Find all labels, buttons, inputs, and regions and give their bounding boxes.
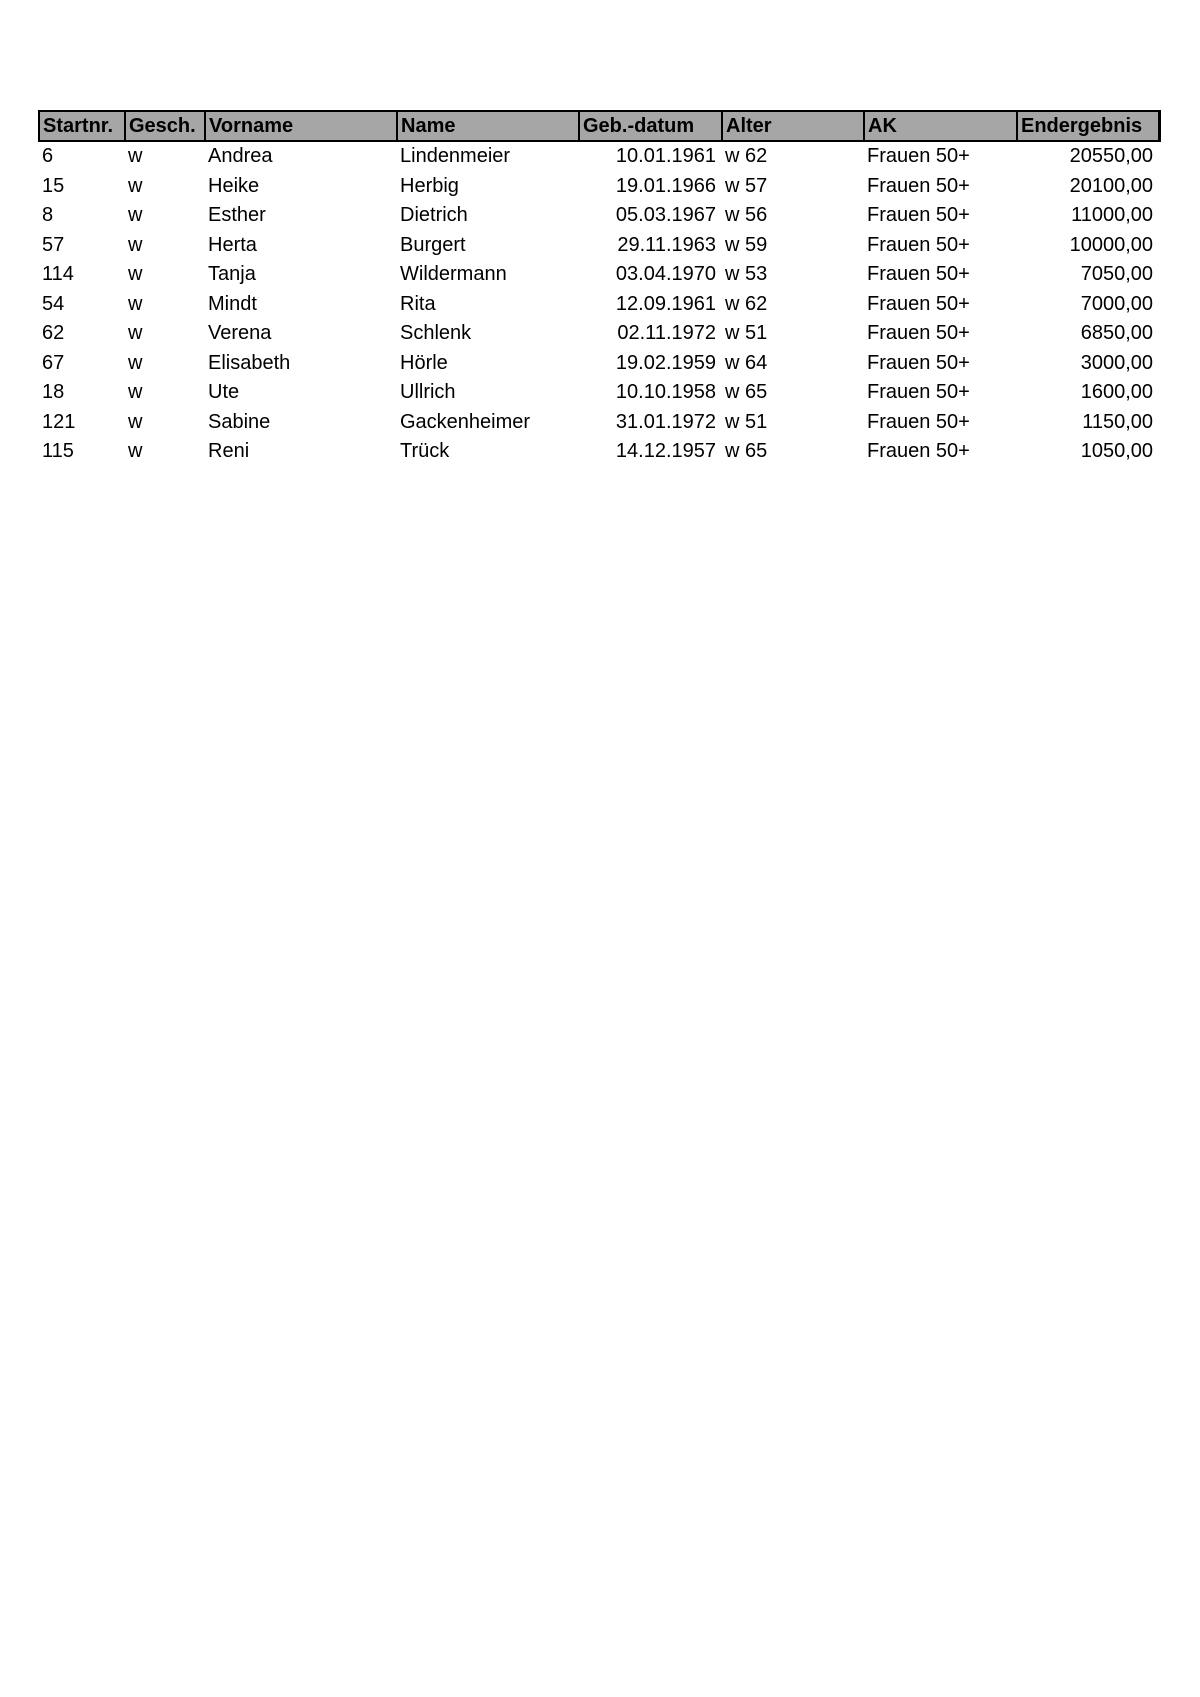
cell-gebdatum: 12.09.1961 — [615, 292, 716, 315]
results-table — [38, 110, 1161, 467]
cell-ak: Frauen 50+ — [867, 381, 970, 404]
cell-endergebnis: 3000,00 — [1080, 351, 1153, 374]
cell-alter: w 51 — [725, 410, 768, 433]
cell-startnr: 57 — [42, 233, 65, 256]
cell-gebdatum: 02.11.1972 — [617, 322, 716, 345]
cell-alter: w 59 — [725, 233, 768, 256]
cell-ak: Frauen 50+ — [867, 322, 970, 345]
table-row — [39, 141, 1159, 172]
cell-name: Dietrich — [400, 204, 468, 227]
cell-alter: w 62 — [725, 292, 768, 315]
cell-gesch: w — [128, 174, 143, 197]
cell-alter: w 65 — [725, 381, 768, 404]
cell-ak: Frauen 50+ — [867, 410, 970, 433]
cell-gebdatum: 19.01.1966 — [615, 174, 716, 197]
cell-gesch: w — [128, 440, 143, 463]
table-row — [39, 290, 1159, 320]
header-endergebnis: Endergebnis — [1017, 111, 1159, 141]
cell-startnr: 115 — [42, 440, 74, 463]
table-row — [39, 260, 1159, 290]
cell-endergebnis: 11000,00 — [1071, 204, 1153, 227]
cell-gebdatum: 29.11.1963 — [617, 233, 716, 256]
cell-startnr: 114 — [42, 263, 74, 286]
cell-gebdatum: 10.10.1958 — [615, 381, 716, 404]
cell-alter: w 56 — [725, 204, 768, 227]
cell-vorname: Sabine — [208, 410, 271, 433]
cell-gesch: w — [128, 263, 143, 286]
header-startnr: Startnr. — [39, 111, 125, 141]
cell-gesch: w — [128, 292, 143, 315]
cell-startnr: 54 — [42, 292, 65, 315]
cell-alter: w 51 — [725, 322, 768, 345]
cell-endergebnis: 1050,00 — [1080, 440, 1153, 463]
cell-endergebnis: 1600,00 — [1080, 381, 1153, 404]
cell-vorname: Heike — [208, 174, 260, 197]
cell-alter: w 62 — [725, 145, 768, 168]
cell-gebdatum: 19.02.1959 — [615, 351, 716, 374]
header-name: Name — [397, 111, 579, 141]
cell-vorname: Herta — [208, 233, 257, 256]
cell-name: Gackenheimer — [400, 410, 531, 433]
cell-ak: Frauen 50+ — [867, 440, 970, 463]
table-row — [39, 349, 1159, 379]
cell-startnr: 8 — [42, 204, 54, 227]
cell-ak: Frauen 50+ — [867, 263, 970, 286]
cell-ak: Frauen 50+ — [867, 351, 970, 374]
cell-alter: w 65 — [725, 440, 768, 463]
cell-endergebnis: 20100,00 — [1069, 174, 1153, 197]
cell-name: Trück — [400, 440, 450, 463]
cell-ak: Frauen 50+ — [867, 204, 970, 227]
header-row — [39, 111, 1159, 141]
cell-alter: w 53 — [725, 263, 768, 286]
cell-gesch: w — [128, 204, 143, 227]
header-vorname: Vorname — [205, 111, 397, 141]
cell-endergebnis: 1150,00 — [1082, 410, 1153, 433]
header-gesch: Gesch. — [125, 111, 205, 141]
cell-gesch: w — [128, 381, 143, 404]
table-row — [39, 201, 1159, 231]
cell-startnr: 6 — [42, 145, 54, 168]
cell-vorname: Reni — [208, 440, 250, 463]
cell-vorname: Tanja — [208, 263, 256, 286]
cell-startnr: 121 — [42, 410, 76, 433]
cell-name: Lindenmeier — [400, 145, 511, 168]
table-row — [39, 378, 1159, 408]
cell-vorname: Verena — [208, 322, 272, 345]
cell-endergebnis: 7050,00 — [1080, 263, 1153, 286]
cell-ak: Frauen 50+ — [867, 174, 970, 197]
cell-gesch: w — [128, 145, 143, 168]
cell-endergebnis: 10000,00 — [1069, 233, 1153, 256]
cell-ak: Frauen 50+ — [867, 145, 970, 168]
cell-startnr: 67 — [42, 351, 65, 374]
header-gebdatum: Geb.-datum — [579, 111, 722, 141]
cell-name: Schlenk — [400, 322, 472, 345]
cell-vorname: Ute — [208, 381, 240, 404]
cell-startnr: 62 — [42, 322, 65, 345]
cell-endergebnis: 7000,00 — [1080, 292, 1153, 315]
table-row — [39, 319, 1159, 349]
cell-vorname: Andrea — [208, 145, 273, 168]
table-row — [39, 408, 1159, 438]
cell-name: Rita — [400, 292, 436, 315]
cell-name: Wildermann — [400, 263, 507, 286]
table-row — [39, 172, 1159, 202]
cell-gebdatum: 10.01.1961 — [615, 145, 716, 168]
header-ak: AK — [864, 111, 1017, 141]
cell-ak: Frauen 50+ — [867, 233, 970, 256]
cell-gebdatum: 05.03.1967 — [615, 204, 716, 227]
cell-gebdatum: 31.01.1972 — [615, 410, 716, 433]
cell-name: Herbig — [400, 174, 459, 197]
cell-gesch: w — [128, 233, 143, 256]
cell-gesch: w — [128, 351, 143, 374]
cell-ak: Frauen 50+ — [867, 292, 970, 315]
cell-endergebnis: 20550,00 — [1069, 145, 1153, 168]
cell-startnr: 15 — [42, 174, 65, 197]
cell-vorname: Elisabeth — [208, 351, 291, 374]
header-alter: Alter — [722, 111, 864, 141]
cell-alter: w 57 — [725, 174, 768, 197]
cell-gebdatum: 03.04.1970 — [615, 263, 716, 286]
table-body — [39, 141, 1159, 467]
cell-startnr: 18 — [42, 381, 65, 404]
cell-name: Burgert — [400, 233, 466, 256]
cell-vorname: Mindt — [208, 292, 257, 315]
table-row — [39, 437, 1159, 467]
cell-gesch: w — [128, 410, 143, 433]
cell-name: Ullrich — [400, 381, 456, 404]
cell-name: Hörle — [400, 351, 448, 374]
cell-endergebnis: 6850,00 — [1080, 322, 1153, 345]
cell-gesch: w — [128, 322, 143, 345]
cell-gebdatum: 14.12.1957 — [615, 440, 716, 463]
cell-alter: w 64 — [725, 351, 768, 374]
cell-vorname: Esther — [208, 204, 266, 227]
table-row — [39, 231, 1159, 261]
